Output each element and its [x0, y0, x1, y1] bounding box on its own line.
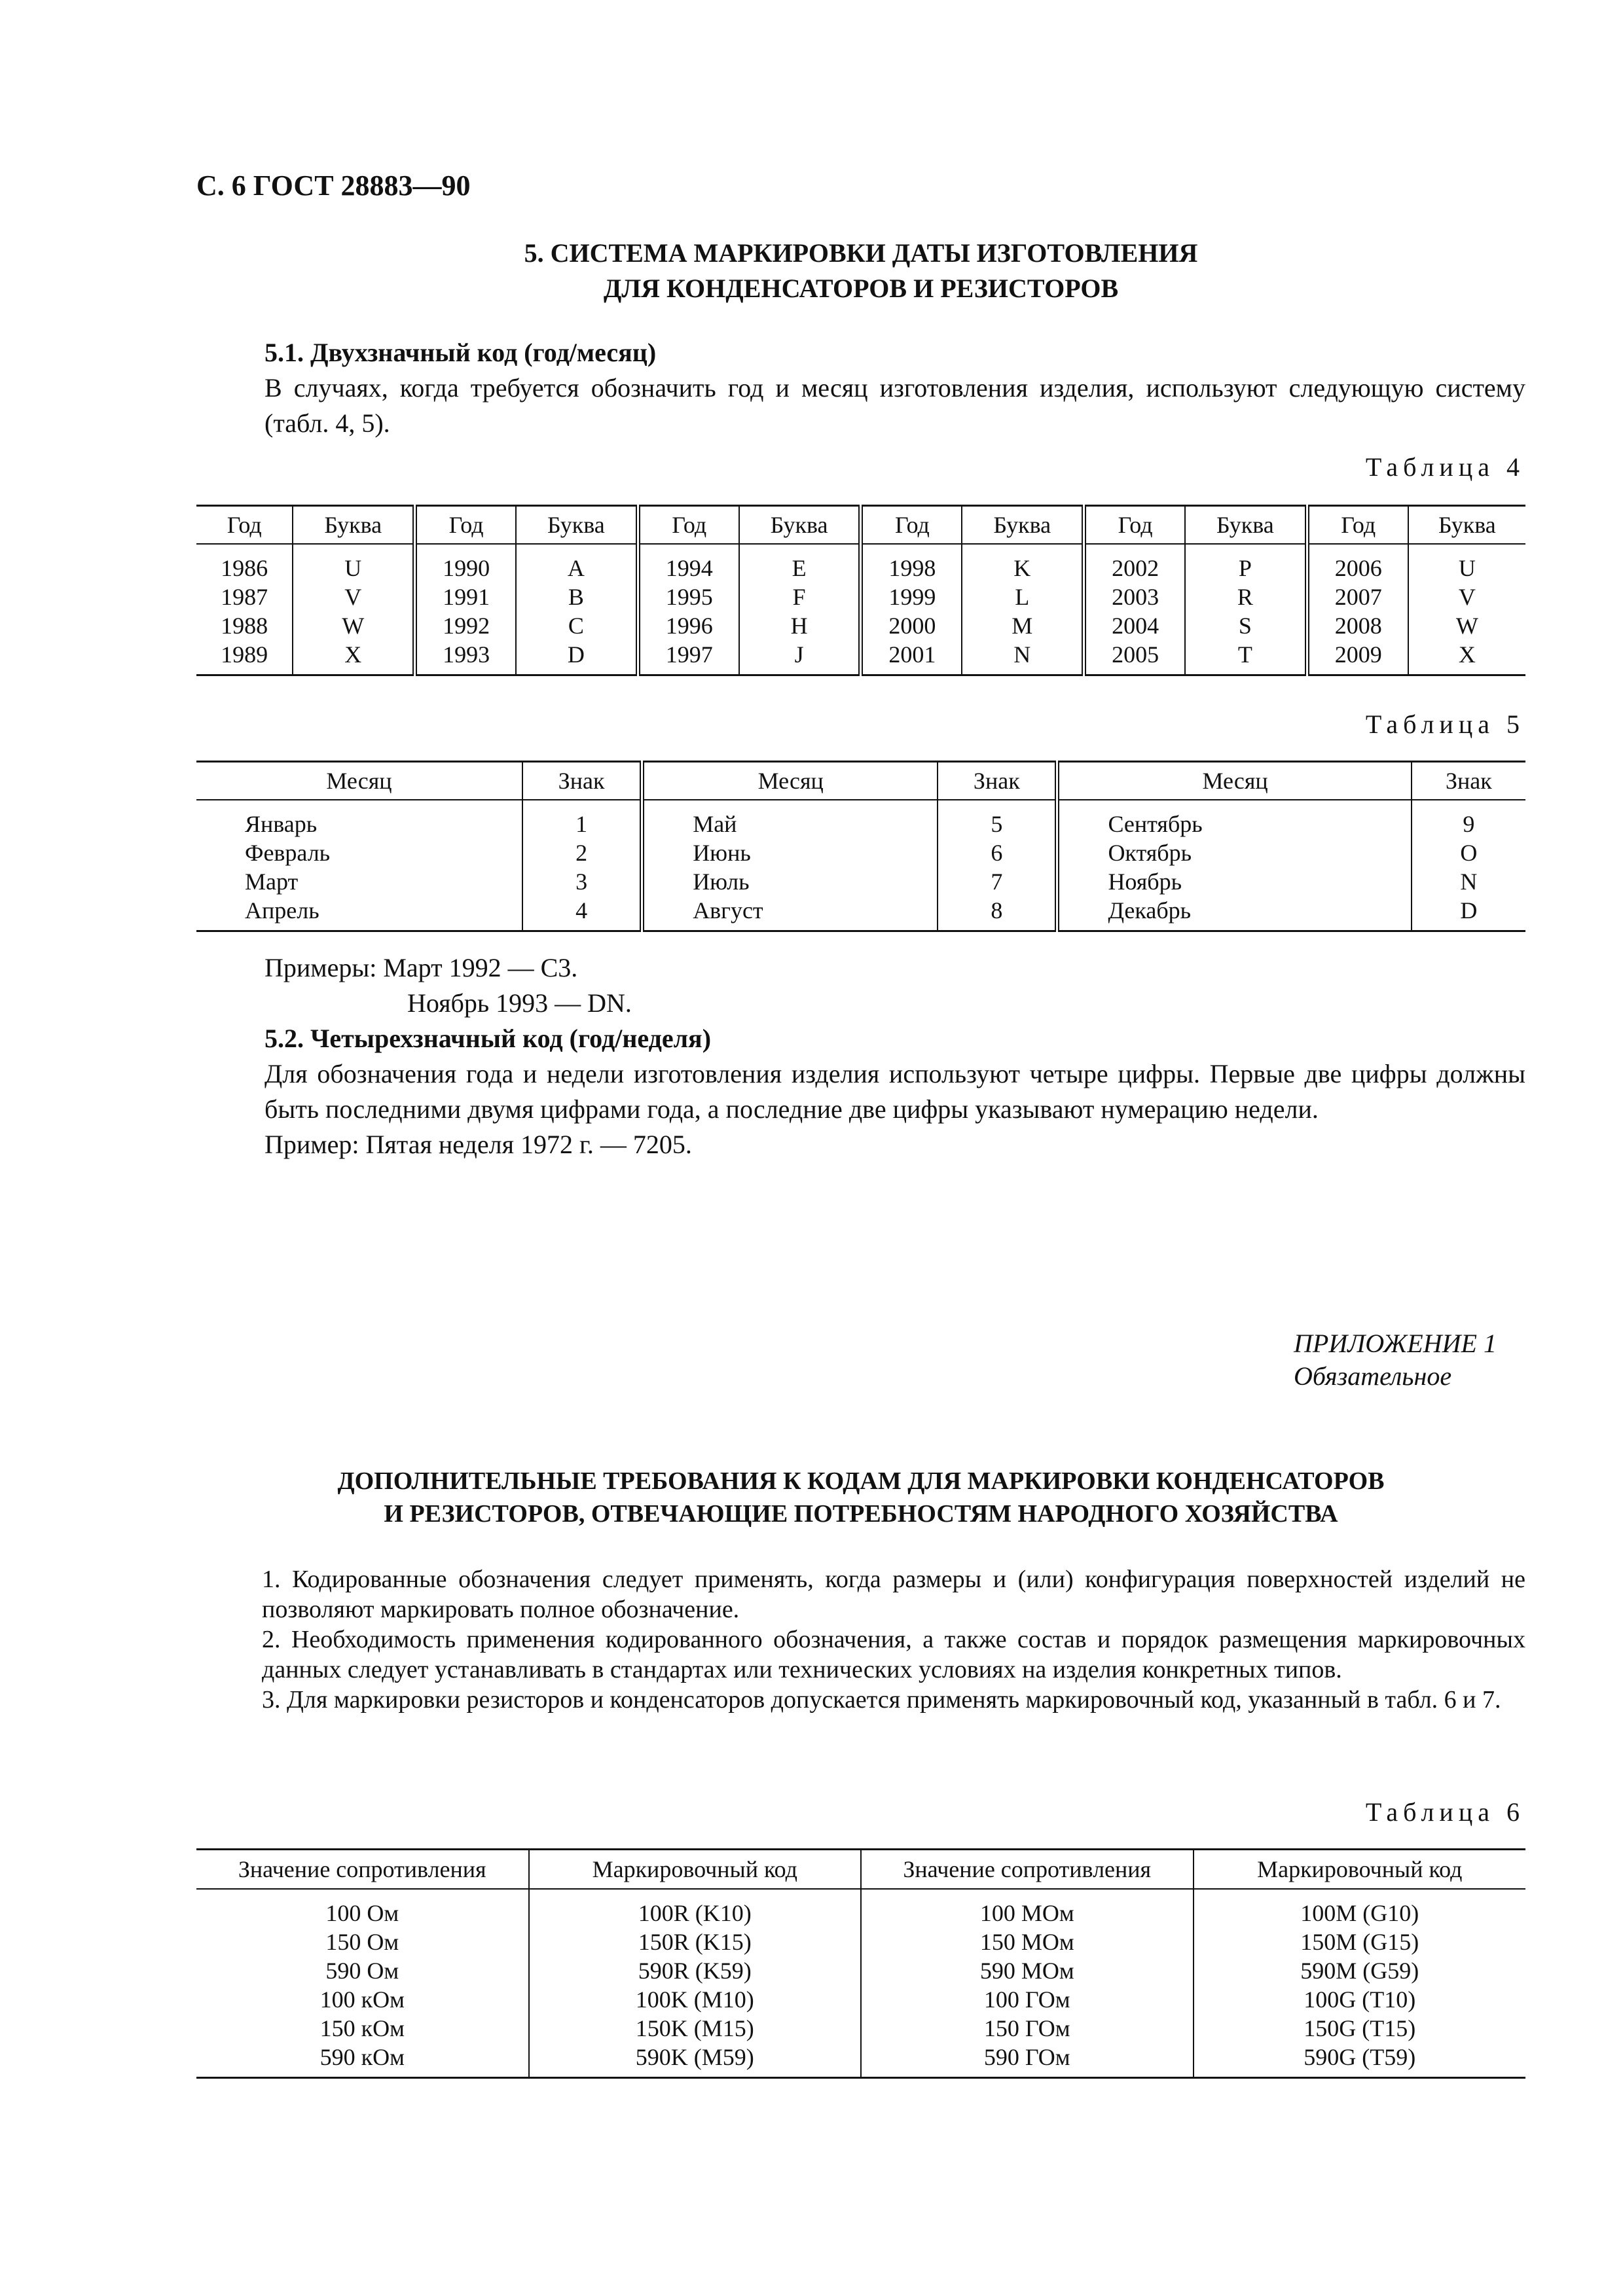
appendix-title-line2: И РЕЗИСТОРОВ, ОТВЕЧАЮЩИЕ ПОТРЕБНОСТЯМ НАРОДНОГО ХОЗЯЙСТВА [384, 1500, 1338, 1528]
table4-cell: T [1185, 640, 1307, 675]
table4-label: Таблица 4 [1365, 452, 1525, 482]
table5-header-cell: Месяц [642, 762, 938, 800]
table5-cell: N [1412, 867, 1525, 896]
table6-cell: 100 ГОм [861, 1985, 1194, 2014]
appendix-label-block [1294, 1327, 1497, 1393]
table6-cell: 590M (G59) [1194, 1956, 1526, 1985]
table5-cell: Апрель [196, 896, 522, 931]
table4-cell: 2009 [1307, 640, 1408, 675]
table6-cell: 100 кОм [319, 1986, 405, 2013]
table5-cell: 7 [938, 867, 1057, 896]
table5-cell: Май [642, 800, 938, 838]
table5 [196, 761, 1525, 932]
table5-cell: 9 [1412, 800, 1525, 838]
table4-cell: H [739, 611, 861, 640]
table6-cell: 590R (K59) [529, 1956, 862, 1985]
table5-cell: O [1412, 838, 1525, 867]
appendix-title-line1: ДОПОЛНИТЕЛЬНЫЕ ТРЕБОВАНИЯ К КОДАМ ДЛЯ МАРКИРОВКИ КОНДЕНСАТОРОВ [337, 1467, 1385, 1495]
table4-cell: 2007 [1307, 583, 1408, 611]
table4-cell: 1992 [415, 611, 516, 640]
appendix-paragraph-2: 2. Необходимость применения кодированного обозначения, а также состав и порядок размещения маркировочных данных следует устанавливать в стандартах или технических условиях на изделия конкретных типов. [262, 1626, 1525, 1683]
section-5-2-example: Пример: Пятая неделя 1972 г. — 7205. [264, 1130, 692, 1159]
section-5-1 [196, 335, 1525, 441]
table4-header-cell: Буква [516, 506, 638, 545]
table4-cell: 1997 [638, 640, 739, 675]
table5-cell: Декабрь [1057, 896, 1412, 931]
table6-cell: 100 Ом [325, 1900, 399, 1926]
table4-cell: 2001 [861, 640, 962, 675]
page-header: С. 6 ГОСТ 28883—90 [196, 170, 471, 202]
table4-cell: X [1408, 640, 1525, 675]
table4-cell: U [1408, 544, 1525, 583]
table4-cell: N [962, 640, 1084, 675]
table6-cell: 150 МОм [861, 1928, 1194, 1956]
section-5-2-heading: 5.2. Четырехзначный код (год/неделя) [264, 1024, 712, 1053]
table4-cell: K [962, 544, 1084, 583]
appendix-paragraph-1: 1. Кодированные обозначения следует применять, когда размеры и (или) конфигурация поверхностей изделий не позволяют маркировать полное обозначение. [262, 1566, 1525, 1623]
table-row [196, 838, 1525, 867]
table6-cell: 100G (T10) [1194, 1985, 1526, 2014]
table5-cell: 2 [522, 838, 642, 867]
table-row [196, 896, 1525, 931]
appendix-status: Обязательное [1294, 1361, 1452, 1391]
table6-cell: 590G (T59) [1194, 2043, 1526, 2078]
table6-header-cell: Маркировочный код [1194, 1850, 1526, 1890]
table4 [196, 505, 1525, 676]
table5-header-cell: Месяц [196, 762, 522, 800]
table4-cell: 1993 [415, 640, 516, 675]
table4-cell: X [293, 640, 414, 675]
table4-cell: W [1408, 611, 1525, 640]
table5-cell: Сентябрь [1057, 800, 1412, 838]
table5-cell: Июнь [642, 838, 938, 867]
table4-header-cell: Год [1307, 506, 1408, 545]
table4-cell: 1994 [638, 544, 739, 583]
table5-cell: 1 [522, 800, 642, 838]
table4-cell: B [516, 583, 638, 611]
examples-line1: Примеры: Март 1992 — С3. [264, 953, 578, 982]
table4-cell: U [293, 544, 414, 583]
table5-cell: D [1412, 896, 1525, 931]
table6-cell: 590 кОм [196, 2043, 529, 2078]
table4-header-cell: Год [638, 506, 739, 545]
table5-header-cell: Знак [938, 762, 1057, 800]
table5-header-cell: Знак [1412, 762, 1525, 800]
table4-cell: P [1185, 544, 1307, 583]
table4-cell: 2004 [1084, 611, 1185, 640]
table4-cell: 1998 [861, 544, 962, 583]
section-5-2-block [196, 950, 1525, 1162]
table6-label: Таблица 6 [1365, 1797, 1525, 1827]
table5-cell: Март [245, 869, 299, 895]
table4-cell: L [962, 583, 1084, 611]
table4-cell: J [739, 640, 861, 675]
table6-cell: 150R (K15) [529, 1928, 862, 1956]
table4-header-row [196, 506, 1525, 545]
table4-cell: 1990 [415, 544, 516, 583]
section-5-2-text: Для обозначения года и недели изготовления изделия используют четыре цифры. Первые две цифры должны быть последними двумя цифрами года, а последние две цифры указывают нумерацию недели. [264, 1059, 1525, 1124]
table4-cell: 1986 [221, 555, 268, 581]
table4-cell: 1995 [638, 583, 739, 611]
table6-cell: 590 ГОм [861, 2043, 1194, 2078]
section-5-1-heading: 5.1. Двухзначный код (год/месяц) [264, 338, 657, 367]
table4-header-cell: Год [196, 506, 293, 545]
appendix-label: ПРИЛОЖЕНИЕ 1 [1294, 1329, 1497, 1358]
table5-label: Таблица 5 [1365, 709, 1525, 739]
table6-cell: 100 МОм [861, 1889, 1194, 1928]
table4-cell: 1996 [638, 611, 739, 640]
table4-cell: 1991 [415, 583, 516, 611]
table5-cell: 8 [938, 896, 1057, 931]
table4-header-cell: Буква [739, 506, 861, 545]
table-row [196, 583, 1525, 611]
table-row [196, 1985, 1525, 2014]
table4-cell: 2008 [1307, 611, 1408, 640]
table4-cell: 2006 [1307, 544, 1408, 583]
table-row [196, 544, 1525, 583]
table4-header-cell: Буква [1408, 506, 1525, 545]
table4-cell: S [1185, 611, 1307, 640]
table6-cell: 150 кОм [319, 2015, 405, 2041]
table6-cell: 100K (M10) [529, 1985, 862, 2014]
section-title [196, 236, 1525, 306]
table4-header-cell: Буква [1185, 506, 1307, 545]
table-row [196, 640, 1525, 675]
table5-header-cell: Знак [522, 762, 642, 800]
table4-cell: E [739, 544, 861, 583]
table4-cell: F [739, 583, 861, 611]
table4-cell: 1987 [221, 584, 268, 610]
table4-cell: V [1408, 583, 1525, 611]
table4-cell: 1999 [861, 583, 962, 611]
table5-cell: 3 [522, 867, 642, 896]
table4-header-cell: Буква [962, 506, 1084, 545]
appendix-paragraphs [196, 1564, 1525, 1715]
section-title-line2: ДЛЯ КОНДЕНСАТОРОВ И РЕЗИСТОРОВ [603, 274, 1119, 303]
table6-cell: 150K (M15) [529, 2014, 862, 2043]
table4-cell: 2002 [1084, 544, 1185, 583]
table6 [196, 1848, 1525, 2079]
table6-cell: 150 ГОм [861, 2014, 1194, 2043]
table5-cell: Ноябрь [1057, 867, 1412, 896]
table4-cell: W [293, 611, 414, 640]
appendix-paragraph-3: 3. Для маркировки резисторов и конденсаторов допускается применять маркировочный код, указанный в табл. 6 и 7. [262, 1686, 1501, 1713]
table6-header-cell: Значение сопротивления [861, 1850, 1194, 1890]
table6-cell: 590 Ом [325, 1958, 399, 1984]
table-row [196, 2043, 1525, 2078]
table5-cell: 4 [522, 896, 642, 931]
section-5-1-text: В случаях, когда требуется обозначить год и месяц изготовления изделия, используют следующую систему (табл. 4, 5). [264, 373, 1525, 438]
table6-cell: 150M (G15) [1194, 1928, 1526, 1956]
table6-header-cell: Значение сопротивления [196, 1850, 529, 1890]
table5-cell: Июль [642, 867, 938, 896]
table4-cell: D [516, 640, 638, 675]
section-title-line1: 5. СИСТЕМА МАРКИРОВКИ ДАТЫ ИЗГОТОВЛЕНИЯ [524, 238, 1198, 268]
table-row [196, 800, 1525, 838]
appendix-title [196, 1465, 1525, 1530]
table5-header-cell: Месяц [1057, 762, 1412, 800]
table5-cell: 5 [938, 800, 1057, 838]
table4-cell: M [962, 611, 1084, 640]
table4-cell: 2003 [1084, 583, 1185, 611]
table-row [196, 611, 1525, 640]
table4-cell: C [516, 611, 638, 640]
table6-cell: 100R (K10) [529, 1889, 862, 1928]
examples-line2: Ноябрь 1993 — DN. [407, 988, 632, 1018]
table4-cell: V [293, 583, 414, 611]
table4-cell: R [1185, 583, 1307, 611]
table-row [196, 1956, 1525, 1985]
table4-cell: 2005 [1084, 640, 1185, 675]
table5-cell: Октябрь [1057, 838, 1412, 867]
table5-cell: 6 [938, 838, 1057, 867]
table4-header-cell: Буква [293, 506, 414, 545]
table6-cell: 590K (M59) [529, 2043, 862, 2078]
table5-header-row [196, 762, 1525, 800]
table4-cell: 1989 [196, 640, 293, 675]
table6-header-cell: Маркировочный код [529, 1850, 862, 1890]
table6-cell: 590 МОм [861, 1956, 1194, 1985]
table4-cell: 1988 [221, 613, 268, 639]
table5-cell: Январь [245, 811, 318, 837]
table4-header-cell: Год [861, 506, 962, 545]
table6-header-row [196, 1850, 1525, 1890]
table5-cell: Август [642, 896, 938, 931]
table6-cell: 150 Ом [325, 1929, 399, 1955]
table4-header-cell: Год [1084, 506, 1185, 545]
table6-cell: 100M (G10) [1194, 1889, 1526, 1928]
table-row [196, 1928, 1525, 1956]
table-row [196, 867, 1525, 896]
table4-cell: 2000 [861, 611, 962, 640]
table5-cell: Февраль [245, 840, 331, 866]
table6-cell: 150G (T15) [1194, 2014, 1526, 2043]
table4-header-cell: Год [415, 506, 516, 545]
table-row [196, 1889, 1525, 1928]
table-row [196, 2014, 1525, 2043]
table4-cell: A [516, 544, 638, 583]
